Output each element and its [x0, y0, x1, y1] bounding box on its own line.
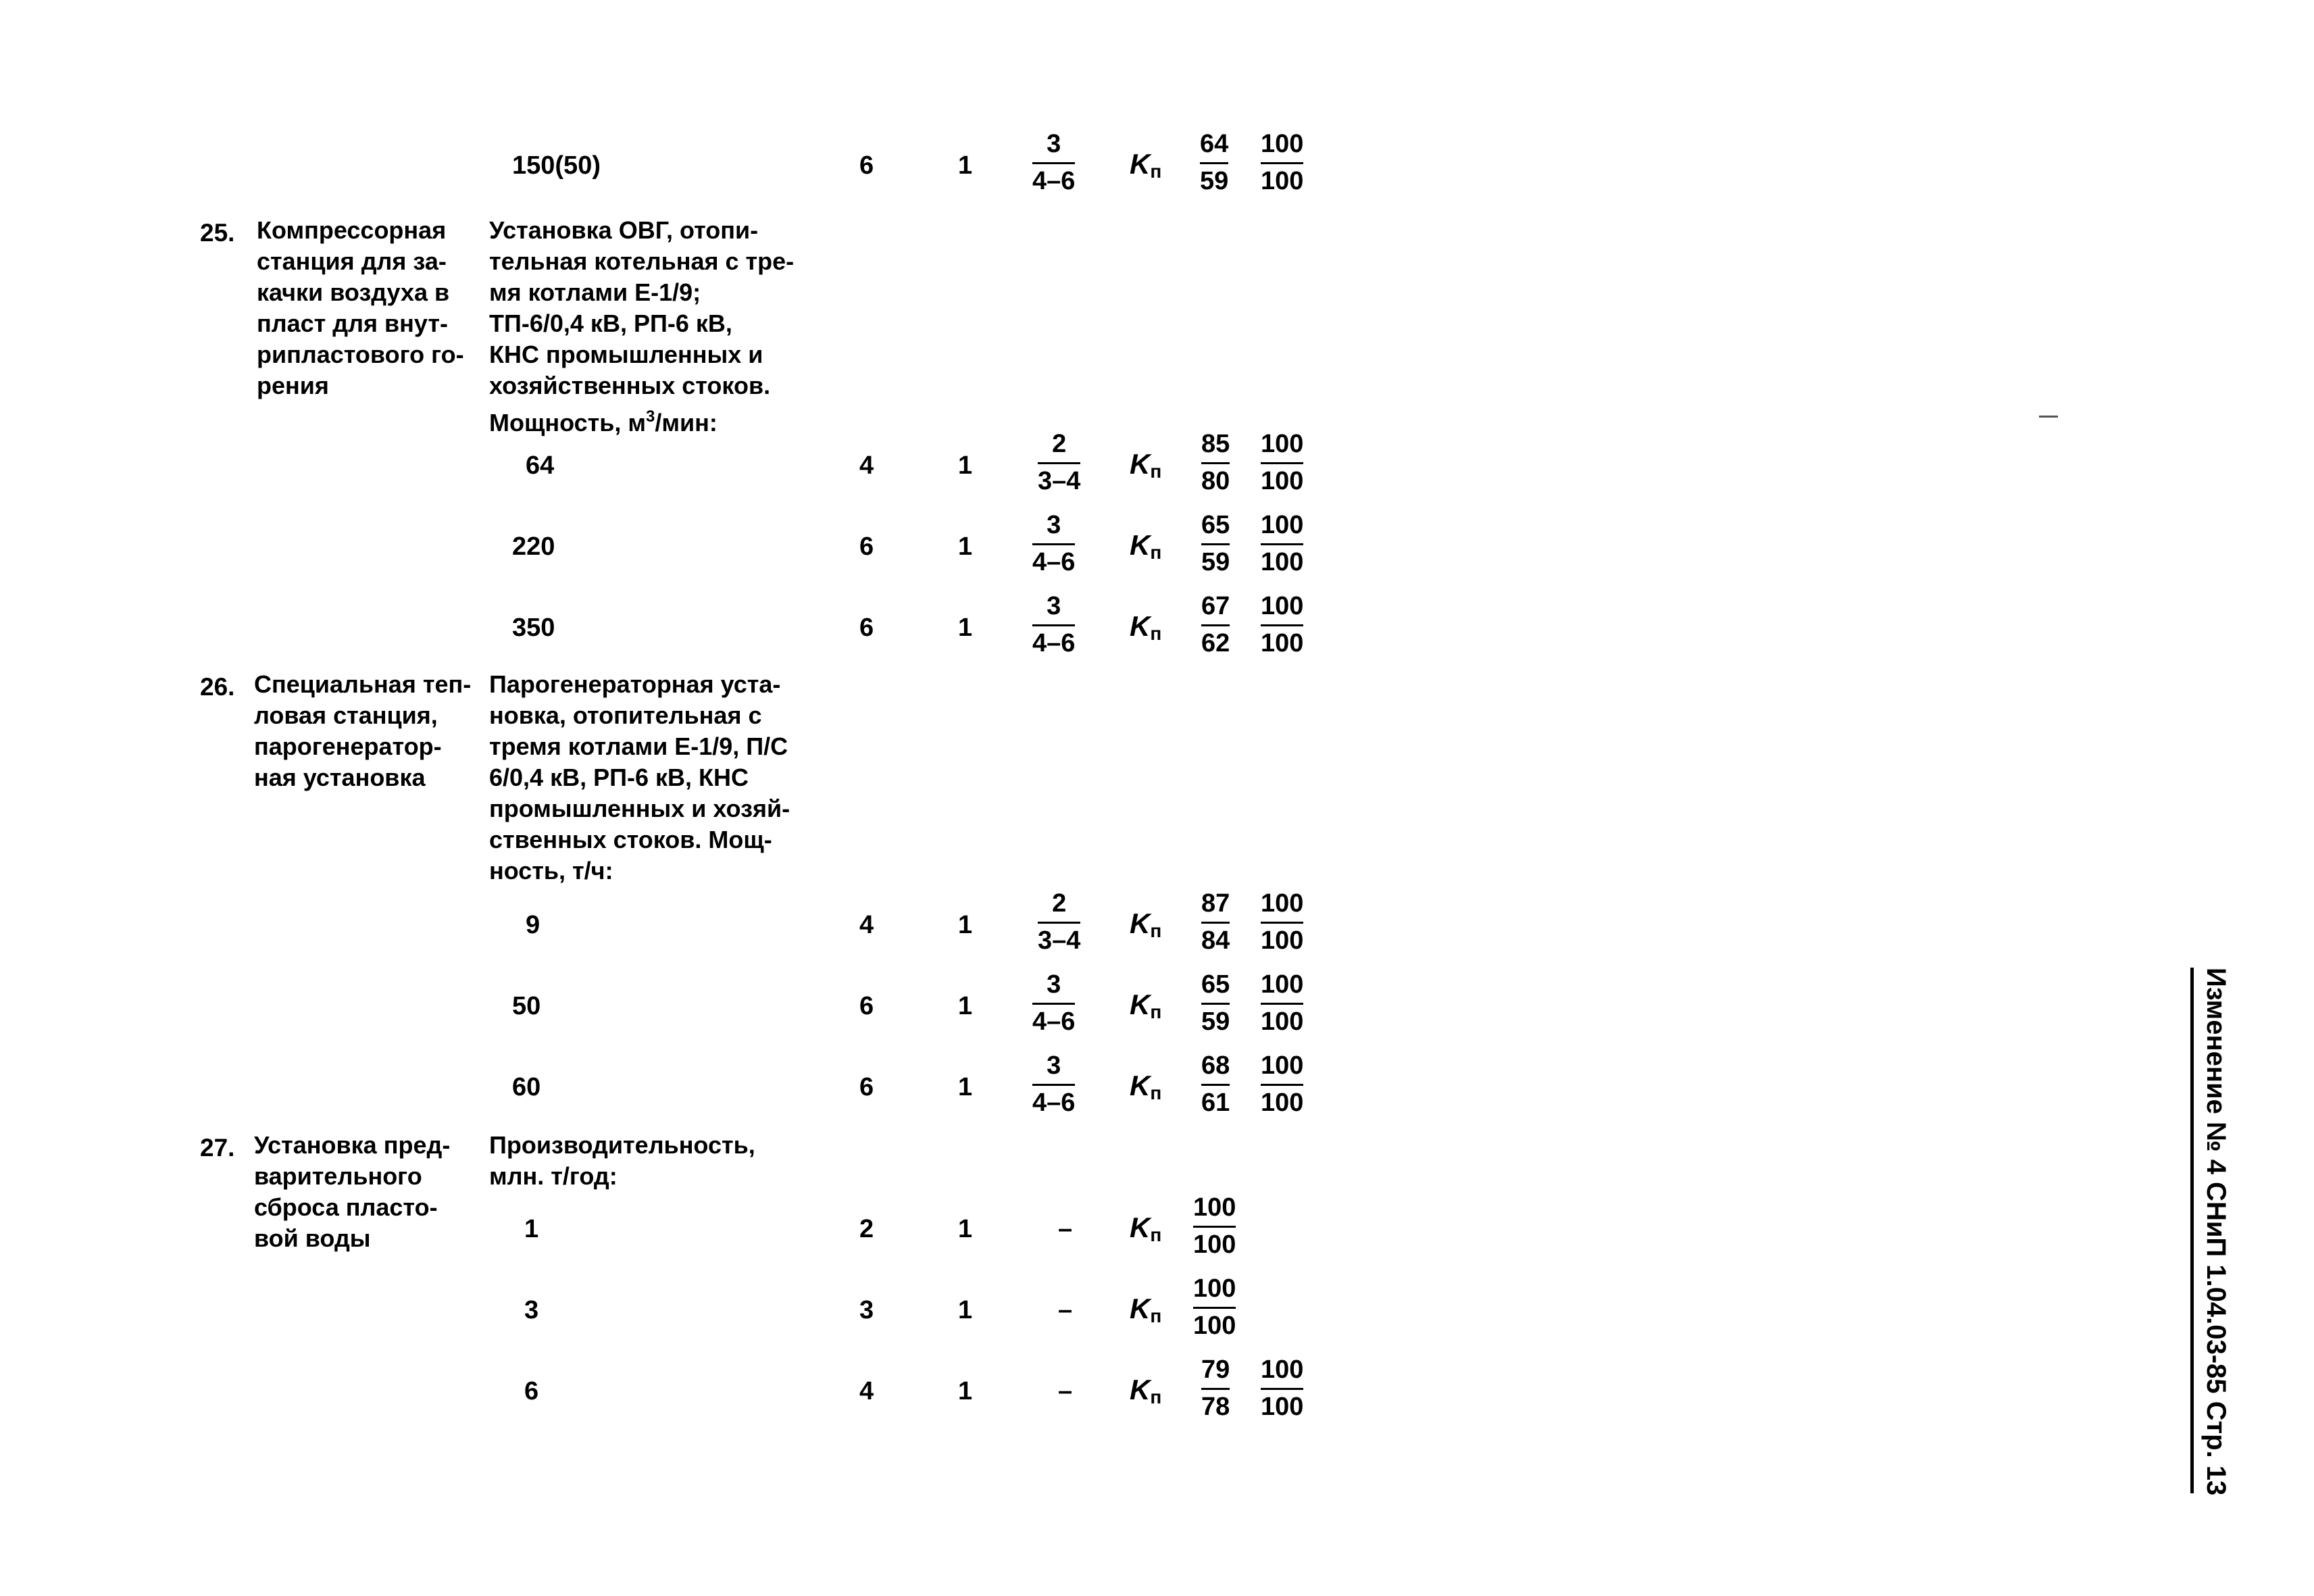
- row-col2: 1: [958, 151, 973, 180]
- fraction-value-1: 100 100: [1193, 1193, 1236, 1259]
- row-col2: 1: [958, 451, 973, 480]
- kp-symbol: $K_п$: [1130, 610, 1162, 644]
- section-name: Специальная теп- ловая станция, парогенератор- ная установка: [254, 670, 472, 791]
- section-name: Установка пред- варительного сброса пласто- вой воды: [254, 1131, 451, 1252]
- margin-mark: [2039, 416, 2058, 418]
- row-label: 1: [524, 1215, 539, 1243]
- row-label: 64: [526, 451, 555, 480]
- fraction-value-1: 68 61: [1201, 1051, 1230, 1117]
- row-col2: 1: [958, 1296, 973, 1324]
- row-col2: 1: [958, 911, 973, 939]
- fraction-category: 3 4–6: [1032, 130, 1076, 195]
- kp-symbol: $K_п$: [1130, 529, 1162, 563]
- row-col2: 1: [958, 1377, 973, 1405]
- fraction-category: 3 4–6: [1032, 1051, 1076, 1117]
- row-dash: –: [1058, 1296, 1073, 1324]
- kp-symbol: $K_п$: [1130, 989, 1162, 1022]
- section-spec: Парогенераторная уста- новка, отопительная с тремя котлами Е-1/9, П/С 6/0,4 кВ, РП-6 кВ, КНС промышленных и хозяй- ственных стоков. Мощ- ность, т/ч:: [489, 670, 790, 884]
- section-spec: Производительность, млн. т/год:: [489, 1131, 755, 1190]
- row-label: 3: [524, 1296, 539, 1324]
- row-dash: –: [1058, 1377, 1073, 1405]
- row-col1: 6: [859, 532, 874, 561]
- row-col1: 4: [859, 451, 874, 480]
- fraction-value-2: 100 100: [1261, 511, 1304, 576]
- fraction-value-2: 100 100: [1261, 889, 1304, 955]
- row-col1: 2: [859, 1215, 874, 1243]
- section-name: Компрессорная станция для за- качки воздуха в пласт для внут- рипластового го- рения: [257, 216, 464, 399]
- fraction-value-2: 100 100: [1261, 1051, 1304, 1117]
- row-dash: –: [1058, 1215, 1073, 1243]
- fraction-category: 2 3–4: [1038, 889, 1081, 955]
- row-col2: 1: [958, 1073, 973, 1101]
- row-label: 9: [526, 911, 540, 939]
- row-label: 60: [512, 1073, 541, 1101]
- kp-symbol: $K_п$: [1130, 1212, 1162, 1245]
- fraction-value-1: 87 84: [1201, 889, 1230, 955]
- row-col1: 6: [859, 151, 874, 180]
- fraction-value-1: 85 80: [1201, 430, 1230, 495]
- row-col2: 1: [958, 1215, 973, 1243]
- row-label: 50: [512, 992, 541, 1020]
- section-number: 26.: [200, 673, 235, 701]
- kp-symbol: $K_п$: [1130, 1293, 1162, 1326]
- row-col2: 1: [958, 532, 973, 561]
- page-caption: Изменение № 4 СНиП 1.04.03-85 Стр. 13: [2201, 968, 2231, 1496]
- row-label: 350: [512, 614, 555, 642]
- row-label: 150(50): [512, 151, 601, 180]
- fraction-category: 3 4–6: [1032, 970, 1076, 1036]
- kp-symbol: $K_п$: [1130, 148, 1162, 182]
- row-col1: 4: [859, 1377, 874, 1405]
- row-col1: 6: [859, 1073, 874, 1101]
- side-caption-wrap: [2190, 968, 2231, 1495]
- kp-symbol: $K_п$: [1130, 448, 1162, 482]
- fraction-value-1: 79 78: [1201, 1355, 1230, 1421]
- fraction-value-2: 100 100: [1261, 970, 1304, 1036]
- fraction-value-2: 100 100: [1261, 592, 1304, 657]
- fraction-value-1: 100 100: [1193, 1274, 1236, 1340]
- row-col2: 1: [958, 614, 973, 642]
- kp-symbol: $K_п$: [1130, 1374, 1162, 1407]
- fraction-value-1: 65 59: [1201, 970, 1230, 1036]
- fraction-value-2: 100 100: [1261, 130, 1304, 195]
- row-label: 6: [524, 1377, 539, 1405]
- row-col1: 6: [859, 614, 874, 642]
- kp-symbol: $K_п$: [1130, 907, 1162, 941]
- row-col1: 3: [859, 1296, 874, 1324]
- fraction-category: 3 4–6: [1032, 592, 1076, 657]
- kp-symbol: $K_п$: [1130, 1070, 1162, 1103]
- fraction-value-1: 65 59: [1201, 511, 1230, 576]
- row-col1: 4: [859, 911, 874, 939]
- section-number: 27.: [200, 1134, 235, 1162]
- fraction-value-2: 100 100: [1261, 1355, 1304, 1421]
- fraction-value-1: 67 62: [1201, 592, 1230, 657]
- row-col1: 6: [859, 992, 874, 1020]
- row-col2: 1: [958, 992, 973, 1020]
- row-label: 220: [512, 532, 555, 561]
- fraction-value-2: 100 100: [1261, 430, 1304, 495]
- section-number: 25.: [200, 219, 235, 247]
- fraction-category: 2 3–4: [1038, 430, 1081, 495]
- fraction-category: 3 4–6: [1032, 511, 1076, 576]
- section-spec: Установка ОВГ, отопи- тельная котельная с тре- мя котлами Е-1/9; ТП-6/0,4 кВ, РП-6 кВ, КНС промышленных и хозяйственных стоков. Мощность, $м^3$/мин:: [489, 216, 795, 437]
- fraction-value-1: 64 59: [1200, 130, 1229, 195]
